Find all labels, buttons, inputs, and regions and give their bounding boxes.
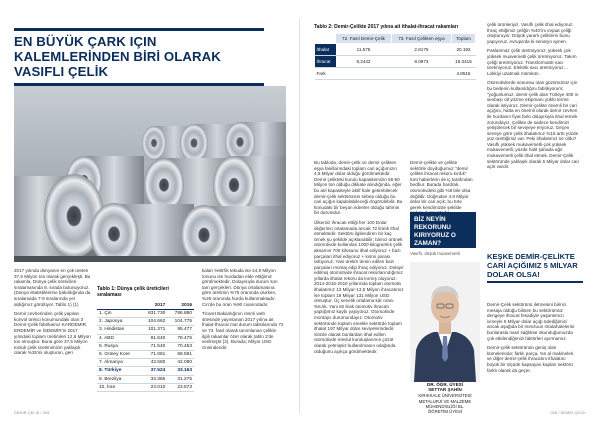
value-cell: 831.730 bbox=[141, 310, 168, 318]
body-column-7 bbox=[487, 302, 579, 377]
country-cell: 4. ABD bbox=[97, 334, 141, 342]
value-cell: 9,2442 bbox=[336, 56, 392, 68]
value-cell: 95.477 bbox=[167, 326, 194, 334]
author-info bbox=[410, 382, 480, 414]
pull-quote-text: BİZ NEYİN REKORUNU KIRIYORUZ O ZAMAN? bbox=[414, 216, 456, 247]
value-cell: 81.640 bbox=[141, 334, 168, 342]
table-header: 2017 bbox=[141, 302, 168, 310]
value-cell: 15.3415 bbox=[451, 56, 475, 68]
value-cell: 101.371 bbox=[141, 326, 168, 334]
value-cell: 11.575 bbox=[336, 44, 392, 56]
page-gutter bbox=[299, 18, 300, 414]
paragraph: çelik ürünleriyiz. Vasıflı çelik ithal ediyoruz. İhraç ettiğimiz çeliğin %40'ını inşaat çeliği oluşturuyor. Düşük yararlı çeliklerin bunu yapıyoruz. Avrupa'da ki senaryo aynen. bbox=[487, 22, 574, 44]
paragraph: Bu tabloda, demir-çelik ve demir çelikten eşya fasıllarındaki toplam cari açığımızın 4,8 Milyar dolar olduğu görülmektedir. Demir çelikteki kurulu kapasitemizin 55-60 Milyon ton olduğu dikkate alındığında, eğer bu atıl kapasiteyle aktif hale getirebilecek demir-çelik sektörünün sebep olduğu bu cari açığın kapatılabileceği öngörülebilir. Bu konudaki bir beyan edenler olduğu tahmin bir durumdur. bbox=[314, 160, 403, 216]
footer-left-folio: DEMİR-ÇELİK / 006 bbox=[14, 411, 50, 415]
table-row bbox=[97, 375, 194, 383]
pull-quote-caption: Vasıflı, düşük muavemetli bbox=[410, 251, 460, 256]
country-cell: 9. Brezilya bbox=[97, 375, 141, 383]
country-cell: 10. İran bbox=[97, 383, 141, 391]
table-header bbox=[97, 302, 141, 310]
paragraph: Ülkemiz ihracatı ettiği her 100 Dolar değerinin ortalamada ancak 72 liralık ithal etmektedir. Sektörü ilgilendiren bir kaç örnek şu şekilde açıklanabilir; birinci ürünek otomotivde kullanılan 1000 kilogramlık çelik aksamın 700 kilosunu ithal ediyoruz + bazı parçaları ithal ediyoruz + kısmi parası ödüyoruz. Yani üretim temin edilen bazı parçaları montaj edip ihraç ediyoruz. Dolayıl edilmiş otomotivde ihracat rekorlarındığımız yıllarda ithalat rekoru da kırmış oluyoruz. 2014-2015-2016 yıllarında toplam otomotiv ithalatımız 13 Milyar-13,5 Milyon ihracatımız ise toplam 18 Milyar 131 Milyon USD olmuştur. Üç senelik ortalama kâr oranı %8,lık. Yani 82 lirak otomotiv ihracatı yaptığımız kaybı yaşıyoruz. Otomotivde montajcı durumundayız. Otomotiv sektöründe toplam emekle sektörde toplam ithalat 197 Milyar dolar seviyelerindedir. Sözde olarak bunlardan ithal edilen otomotivde mevlul kuruluşlarımın çözüt olarak yetmişsiz kullanılmanın odağında olduğunu açıkça görülmektedir. bbox=[314, 219, 404, 354]
row-label-cell: İhracat bbox=[315, 56, 336, 68]
row-label-cell: Fark bbox=[315, 68, 336, 80]
table-1-grid bbox=[97, 302, 194, 392]
table-row bbox=[97, 350, 194, 358]
steel-coils-illustration bbox=[14, 86, 286, 262]
body-column-6 bbox=[487, 22, 579, 174]
value-cell: 786.880 bbox=[167, 310, 194, 318]
value-cell: 42.080 bbox=[167, 359, 194, 367]
table-1-title: Tablo 1: Dünya çelik üreticileri sıralaması bbox=[97, 286, 169, 298]
headline-text: EN BÜYÜK ÇARK IÇIN KALEMLERİNDEN BİRİ OLARAK VASIFLI ÇELİK bbox=[14, 34, 221, 79]
value-cell: 8.0973 bbox=[391, 56, 451, 68]
author-portrait bbox=[410, 262, 480, 382]
paragraph: Demir-çelikte ve çelikte sektörle doyduğumuz "demir çelikte ihracat rekoru kırdık" türü haberlerin de iç tarafından bedbur. Burada hardrak, otomotivdeki gibi %8 bile olsa değildir. Doğrudan 4,8 Milyar dolar bir cari açık; bu türe gerek kendimizde şekilde bbox=[410, 160, 473, 210]
value-cell: 34.365 bbox=[141, 375, 168, 383]
table-header: 2016 bbox=[167, 302, 194, 310]
body-column-1 bbox=[14, 268, 92, 360]
country-cell: 2. Japonya bbox=[97, 318, 141, 326]
article-headline bbox=[14, 28, 264, 86]
country-cell: 3. Hindistan bbox=[97, 326, 141, 334]
table-row bbox=[315, 44, 476, 56]
value-cell: 104.662 bbox=[141, 318, 168, 326]
paragraph: Paslanmaz çelik üretmiyoruz, yüksek çok yüksek muavemetli çelik üretmiyoruz. Takım çeliği üretmiyoruz. Transformatör sacı üretmiyoruz. Elektrik sacı üretmiyoruz… Lokkiyi uzatmak mümkün. bbox=[487, 48, 577, 76]
author-affiliation-4: ÖĞRETİM ÜYESİ bbox=[427, 409, 463, 415]
table-2-grid bbox=[314, 33, 476, 80]
body-column-5 bbox=[410, 160, 474, 220]
table-header: Toplam bbox=[451, 34, 475, 44]
value-cell: 43.580 bbox=[141, 359, 168, 367]
value-cell: 20.193 bbox=[451, 44, 475, 56]
paragraph: 2017 yılında dünyanın en çok üreten 37,5 Milyon ton olarak gerçekleşti. Bu rakamla, Dünya çelik üreticileri sıralamasında 8. sırada bulunuyoruz. (Dünya istatistiklerine bakıldığında da sıralamada 7-9 sıralarında yer aldığımız görülüyor. Tablo 1) (1) bbox=[14, 268, 91, 307]
paragraph: Otomotivlerde sonunsu olan güzümünüz için bu bedenin kullanıldığını fabrikyorum; "yoğunlumuz, demir-çelik alan Türkiye 400 m sevbaşı otl yüzme ekipmanı yüklü terme olarak istiyoruz. Demir-çelikte önemli bir cari açığını, hatta en önemli olarak demir cevheri ile hurdanın fiyat farkı dolayısıyla ithal etmek zorundayız. Çelikte de sadece kendimizi yetiştirecek bir seviyeye eriyoruz. Geçen seneye göre çelik ithalatımız %15 arttı yüzde yüz ürettiğimiz var. Peki ithalatımız ne oldu? Vasıflı yüksek mukavemetli-çok yüksek mukavemetli, yüzde halit şahada ağır mukavemetli çelik ithal etmek. Demir-Çelik sektöründe yaklaşık olarak 5 Milyar dolar cari açık vardır. bbox=[487, 80, 579, 170]
value-cell: 104.775 bbox=[167, 318, 194, 326]
table-2-title: Tablo 2: Demir-Çelikte 2017 yılına ait ithalat-ihracat rakamları bbox=[314, 24, 459, 30]
table-row bbox=[97, 334, 194, 342]
value-cell: 31.275 bbox=[167, 375, 194, 383]
author-name: SETTAR ŞAHİN bbox=[428, 387, 462, 393]
table-row bbox=[97, 359, 194, 367]
footer-right-folio: 006 / DEMİR-ÇELİK bbox=[550, 411, 586, 415]
value-cell: 71.081 bbox=[141, 350, 168, 358]
author-affiliation-2: METALURJİ VE MALZEME bbox=[418, 398, 472, 404]
body-column-3 bbox=[202, 268, 284, 354]
value-cell: 78.475 bbox=[167, 334, 194, 342]
table-row bbox=[97, 342, 194, 350]
paragraph: Demir-Çelik sektörünü iletmesini birinci mesaja olduğu bilinen bu sektörümüz dengeye ihracat fesadiyle yaşantımızı ivmeyle 5 Milyar dolar açığı ödediğimizi ancak aşağıda bir mevzuun müdahalelerini bunlarasla nasıl sağlıklar okunduğumuzda çok etkilendiğimizi faktörleri ayırmamız. bbox=[487, 302, 575, 341]
country-cell: 6. Güney Kore bbox=[97, 350, 141, 358]
value-cell: 71.540 bbox=[141, 342, 168, 350]
author-affiliation-1: KIRIKKALE ÜNİVERSİTESİ bbox=[418, 393, 472, 399]
table-row bbox=[315, 56, 476, 68]
value-cell: 68.581 bbox=[167, 350, 194, 358]
paragraph: Demir cevherinden çelik yapılan konvol üretici konumundaki olan 3 Demir-Çelik fabrikamız KARDEMİR, ERDEMİR ve İSDEMİR'in 2017 yılındaki toplam üretimleri 12,6 Milyon ton olmuştur. Buna göre 37,5 Milyon tonluk çelik üretimimizin yaklaşık olarak %35'ini oluşturan, geri bbox=[14, 311, 91, 356]
value-cell: 33.163 bbox=[167, 367, 194, 375]
value-cell: 37.524 bbox=[141, 367, 168, 375]
author-affiliation-3: MÜHENDİSLİĞİ BL. bbox=[425, 403, 465, 409]
paragraph: Demir-çelik sektörünün geniş olan kümelerinde; farklı parça, %s al makineleri ve diğer demir-çelik ihracatını ithalatını büyük bir ölçüde kapsayan kapları sektörü farklı olarak da geçer. bbox=[487, 345, 574, 373]
country-cell: 1. Çin bbox=[97, 310, 141, 318]
country-cell: 5. Rusya bbox=[97, 342, 141, 350]
value-cell: 24.010 bbox=[141, 383, 168, 391]
country-cell: 7. Almanya bbox=[97, 359, 141, 367]
table-1-world-steel-ranking bbox=[97, 286, 194, 392]
table-row bbox=[97, 367, 194, 375]
value-cell: 23.573 bbox=[167, 383, 194, 391]
table-row bbox=[315, 68, 476, 80]
table-row bbox=[97, 383, 194, 391]
row-label-cell: İthalat bbox=[315, 44, 336, 56]
body-column-4 bbox=[314, 160, 404, 358]
pull-quote-box bbox=[410, 212, 476, 248]
table-2-import-export bbox=[314, 24, 476, 80]
value-cell bbox=[336, 68, 392, 80]
value-cell bbox=[391, 68, 451, 80]
paragraph: Ticaret Bakanlığının resmi web sitesinde yayınlanan 2017 yılına ait İhalat-İhracat mal durum tablolarında 72 ve 73. fasıl olarak tanımlanan çelikle ilgili rakamlar özet olarak tablo 2'de verilmiştir (2). Burada; Milyar USD cinsindendir. bbox=[202, 311, 284, 350]
paragraph: kalan %65'lik tekuda ise 24,9 Milyon tonunu ise hurdadan elde ettiğimiz görülmektedir. Dolayısıyla durum son tam gerçekleri. Dünya ortalamasına göre üretimin %75 oranında olurken, %25 oranında hurda kullanmaktadır. Cin'de bu oran %90 civarındadır. bbox=[202, 268, 278, 307]
steel-coils-photo bbox=[14, 86, 286, 262]
table-row bbox=[97, 318, 194, 326]
table-row bbox=[97, 310, 194, 318]
table-header: 72. Fasıl Demir-Çelik bbox=[336, 34, 392, 44]
author-portrait-illustration bbox=[410, 262, 480, 382]
country-cell: 8. Türkiye bbox=[97, 367, 141, 375]
value-cell: 70.453 bbox=[167, 342, 194, 350]
value-cell: 4.8515 bbox=[451, 68, 475, 80]
table-header: 73. Fasıl Çelikten eşya bbox=[391, 34, 451, 44]
table-row bbox=[97, 326, 194, 334]
value-cell: 2.8175 bbox=[391, 44, 451, 56]
author-title: DR. ÖĞR. ÜYESİ bbox=[427, 382, 463, 387]
section-subheading: KEŞKE DEMİR-ÇELİKTE CARİ AÇIĞIMIZ 5 MİLYAR DOLAR OLSA! bbox=[487, 252, 583, 283]
table-header bbox=[315, 34, 336, 44]
